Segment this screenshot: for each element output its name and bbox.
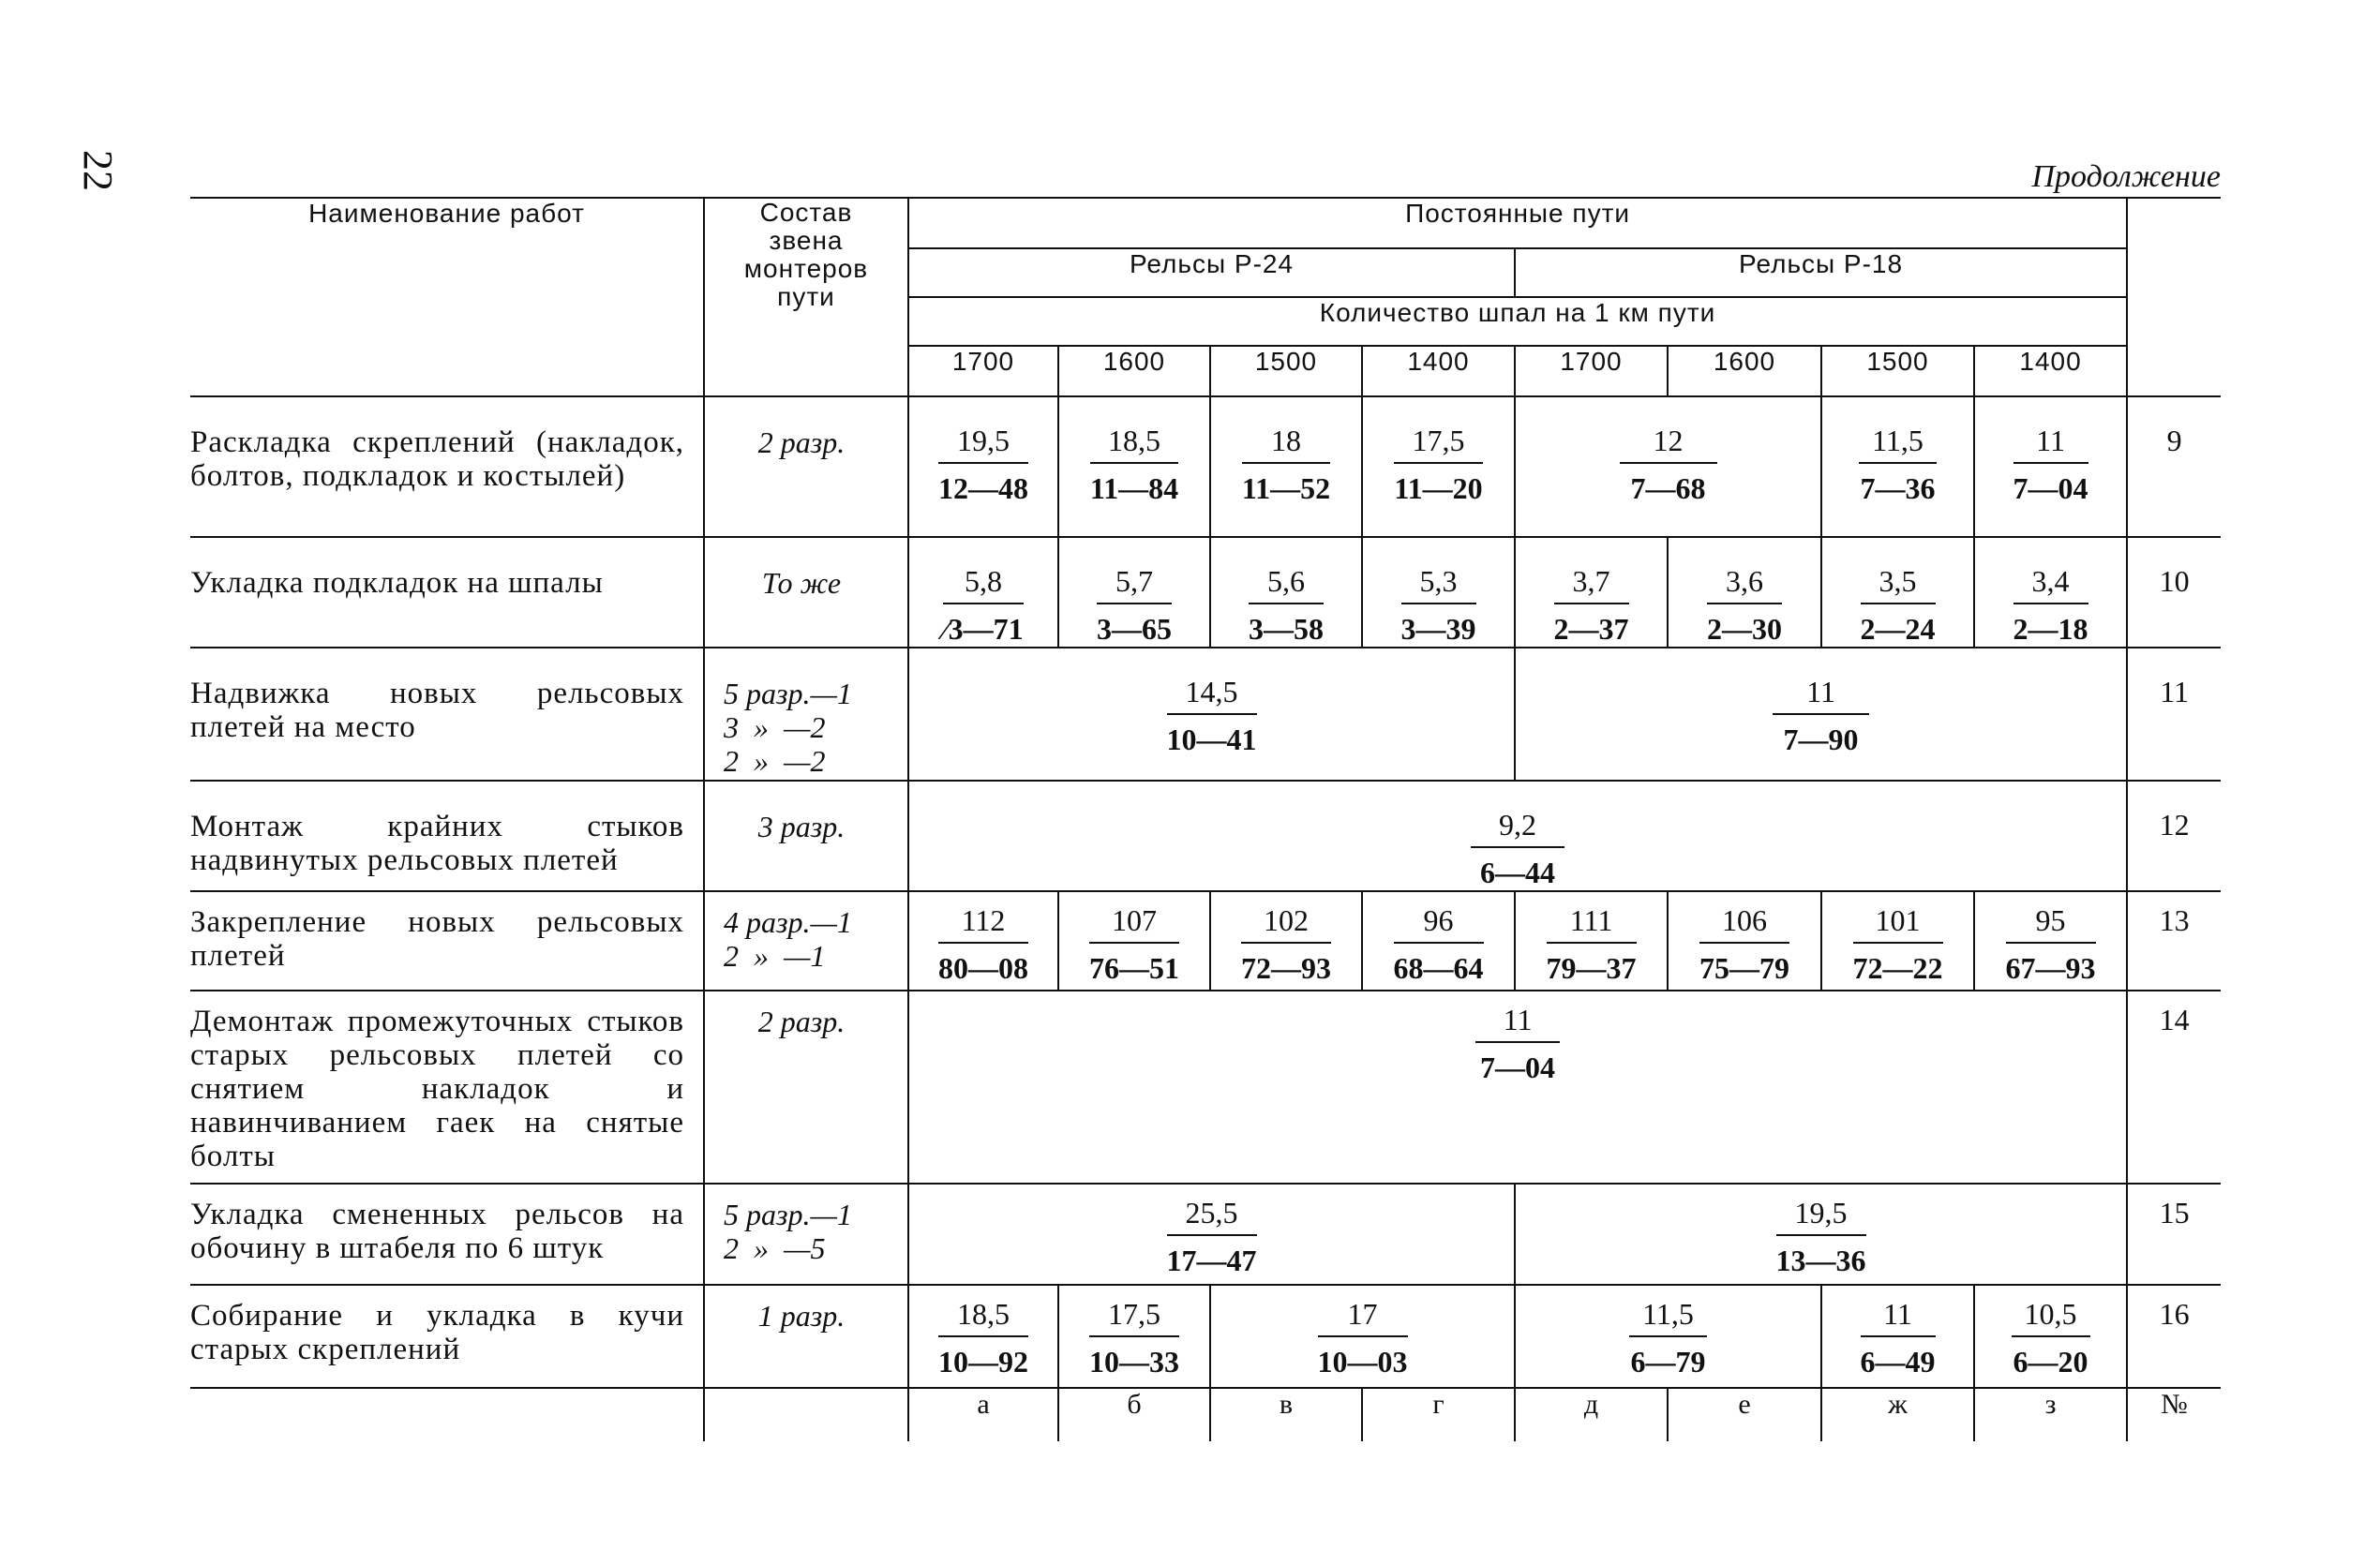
- norm-fraction: $\frac{12}{7—68}$: [1620, 424, 1717, 506]
- table-row: [190, 781, 2221, 891]
- header-count: 1600: [1058, 346, 1210, 396]
- header-count: 1600: [1668, 346, 1821, 396]
- table-row: [190, 1285, 2221, 1388]
- column-letter: г: [1362, 1388, 1515, 1441]
- norm-fraction: $\frac{19,5}{12—48}$: [938, 424, 1028, 505]
- norm-fraction: $\frac{11}{7—04}$: [1475, 1003, 1561, 1085]
- column-letter: №: [2127, 1388, 2221, 1441]
- row-number: 12: [2127, 781, 2221, 891]
- header-count: 1500: [1821, 346, 1974, 396]
- work-name: Демонтаж промежуточных стыков старых рельсовых плетей со снятием накладок и навинчиванием гаек на снятые болты: [190, 991, 704, 1184]
- header-count: 1500: [1210, 346, 1362, 396]
- row-number: 15: [2127, 1184, 2221, 1285]
- work-name: Собирание и укладка в кучи старых скреплений: [190, 1285, 704, 1388]
- page-number: 22: [75, 150, 121, 191]
- crew-composition: 2 разр.: [704, 396, 908, 537]
- norm-fraction: $\frac{95}{67—93}$: [2005, 903, 2096, 985]
- header-sleepers: Количество шпал на 1 км пути: [908, 297, 2127, 346]
- norm-fraction: $\frac{3,4}{2—18}$: [2013, 564, 2088, 646]
- column-index-row: [190, 1388, 2221, 1441]
- norm-fraction: $\frac{11}{6—49}$: [1860, 1297, 1936, 1379]
- norm-fraction: $\frac{5,7}{3—65}$: [1097, 564, 1172, 646]
- table-row: [190, 396, 2221, 537]
- column-letter: ж: [1821, 1388, 1974, 1441]
- header-rail-p18: Рельсы Р-18: [1515, 248, 2127, 297]
- row-number: 16: [2127, 1285, 2221, 1388]
- crew-composition: 5 разр.—1 2 » —5: [704, 1184, 908, 1285]
- table-row: [190, 537, 2221, 648]
- norm-fraction: $\frac{106}{75—79}$: [1699, 903, 1789, 985]
- row-number: 14: [2127, 991, 2221, 1184]
- row-number: 9: [2127, 396, 2221, 537]
- work-name: Закрепление новых рельсовых плетей: [190, 891, 704, 991]
- norm-fraction: $\frac{3,6}{2—30}$: [1707, 564, 1782, 646]
- continuation-label: Продолжение: [2031, 159, 2221, 194]
- crew-composition: То же: [704, 537, 908, 648]
- norm-fraction: $\frac{101}{72—22}$: [1852, 903, 1943, 985]
- norm-fraction: $\frac{11}{7—04}$: [2013, 424, 2088, 505]
- column-letter: з: [1974, 1388, 2127, 1441]
- work-name: Укладка смененных рельсов на обочину в штабеля по 6 штук: [190, 1184, 704, 1285]
- work-name: Укладка подкладок на шпалы: [190, 537, 704, 648]
- column-letter: б: [1058, 1388, 1210, 1441]
- header-count: 1700: [1515, 346, 1668, 396]
- norm-fraction: $\frac{10,5}{6—20}$: [2013, 1297, 2088, 1379]
- crew-composition: 4 разр.—1 2 » —1: [704, 891, 908, 991]
- norm-fraction: $\frac{3,7}{2—37}$: [1553, 564, 1629, 646]
- norm-fraction: $\frac{9,2}{6—44}$: [1471, 808, 1564, 890]
- header-count: 1400: [1362, 346, 1515, 396]
- header-rail-p24: Рельсы Р-24: [908, 248, 1515, 297]
- header-permanent-tracks: Постоянные пути: [908, 198, 2127, 248]
- norm-fraction: $\frac{11}{7—90}$: [1773, 675, 1869, 757]
- header-count: 1400: [1974, 346, 2127, 396]
- crew-composition: 3 разр.: [704, 781, 908, 891]
- norm-fraction: $\frac{11,5}{6—79}$: [1630, 1297, 1706, 1379]
- norm-fraction: $\frac{18}{11—52}$: [1241, 424, 1331, 505]
- crew-composition: 5 разр.—1 3 » —2 2 » —2: [704, 648, 908, 781]
- crew-composition: 1 разр.: [704, 1285, 908, 1388]
- norm-fraction: $\frac{111}{79—37}$: [1546, 903, 1637, 985]
- table-row: [190, 1184, 2221, 1285]
- header-work-name: Наименование работ: [190, 198, 704, 396]
- crew-composition: 2 разр.: [704, 991, 908, 1184]
- header-crew: Состав звена монтеров пути: [704, 198, 908, 396]
- column-letter: а: [908, 1388, 1058, 1441]
- norm-fraction: $\frac{5,3}{3—39}$: [1400, 564, 1476, 646]
- table-row: [190, 891, 2221, 991]
- work-name: Раскладка скреплений (накладок, болтов, подкладок и костылей): [190, 396, 704, 537]
- norm-fraction: $\frac{3,5}{2—24}$: [1860, 564, 1936, 646]
- norm-fraction: $\frac{25,5}{17—47}$: [1166, 1196, 1257, 1277]
- column-letter: е: [1668, 1388, 1821, 1441]
- norm-fraction: $\frac{17}{10—03}$: [1317, 1297, 1408, 1379]
- row-number: 10: [2127, 537, 2221, 648]
- row-number: 11: [2127, 648, 2221, 781]
- norm-fraction: $\frac{19,5}{13—36}$: [1775, 1196, 1866, 1277]
- norm-fraction: $\frac{18,5}{11—84}$: [1089, 424, 1179, 505]
- norm-fraction: $\frac{14,5}{10—41}$: [1166, 675, 1257, 756]
- norm-fraction: $\frac{11,5}{7—36}$: [1860, 424, 1936, 505]
- norm-fraction: $\frac{112}{80—08}$: [938, 903, 1028, 985]
- table-row: [190, 991, 2221, 1184]
- norm-fraction: $\frac{96}{68—64}$: [1393, 903, 1484, 985]
- norm-fraction: $\frac{107}{76—51}$: [1089, 903, 1179, 985]
- norm-fraction: $\frac{17,5}{11—20}$: [1394, 424, 1483, 505]
- norms-table: [190, 197, 2221, 1441]
- norm-fraction: $\frac{5,8}{⁄3—71}$: [943, 564, 1024, 646]
- norm-fraction: $\frac{102}{72—93}$: [1241, 903, 1331, 985]
- table-row: [190, 648, 2221, 781]
- norm-fraction: $\frac{17,5}{10—33}$: [1089, 1297, 1179, 1379]
- norm-fraction: $\frac{18,5}{10—92}$: [938, 1297, 1028, 1379]
- header-num-blank: [2127, 198, 2221, 396]
- column-letter: в: [1210, 1388, 1362, 1441]
- norm-fraction: $\frac{5,6}{3—58}$: [1249, 564, 1324, 646]
- header-count: 1700: [908, 346, 1058, 396]
- work-name: Монтаж крайних стыков надвинутых рельсовых плетей: [190, 781, 704, 891]
- work-name: Надвижка новых рельсовых плетей на место: [190, 648, 704, 781]
- row-number: 13: [2127, 891, 2221, 991]
- column-letter: д: [1515, 1388, 1668, 1441]
